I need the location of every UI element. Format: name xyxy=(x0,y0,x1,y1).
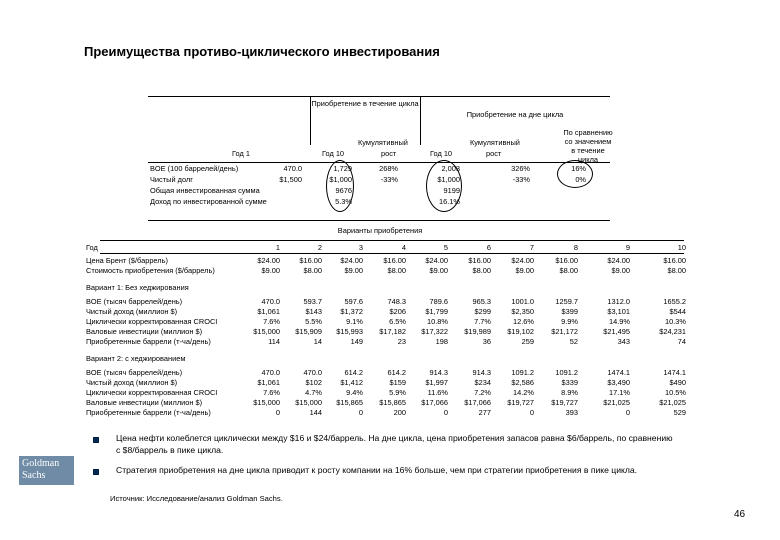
table-cell: 1259.7 xyxy=(555,297,578,306)
table-cell: $9.00 xyxy=(344,266,363,275)
table-cell: 1655.2 xyxy=(663,297,686,306)
table-cell: 597.6 xyxy=(344,297,363,306)
table-cell: $16.00 xyxy=(663,256,686,265)
table-cell: 10.5% xyxy=(665,388,686,397)
header-cumulative-1: Кумулятивный xyxy=(358,138,408,147)
page-number: 46 xyxy=(734,509,746,520)
table-cell: $19,989 xyxy=(464,327,491,336)
top-table-header-rule xyxy=(148,162,610,163)
table-cell: 914.3 xyxy=(472,368,491,377)
goldman-sachs-logo xyxy=(19,456,74,485)
table-cell: $1,997 xyxy=(425,378,448,387)
table-cell: $17,182 xyxy=(379,327,406,336)
table-cell: $8.00 xyxy=(472,266,491,275)
table-cell: 7.2% xyxy=(474,388,491,397)
table-cell: 7.6% xyxy=(263,388,280,397)
table-cell: $1,799 xyxy=(425,307,448,316)
header-acq-during: Приобретение в течение цикла xyxy=(311,99,419,108)
table-cell: $1,061 xyxy=(257,378,280,387)
highlight-oval-year10-a xyxy=(326,160,354,212)
table-cell: 9.4% xyxy=(346,388,363,397)
highlight-oval-year10-b xyxy=(426,160,462,212)
logo-text-line1: Goldman xyxy=(22,458,60,469)
table-cell: $24.00 xyxy=(257,256,280,265)
table-cell: $102 xyxy=(305,378,322,387)
table-cell: 965.3 xyxy=(472,297,491,306)
table-cell: 74 xyxy=(677,337,686,346)
cell-year10a: 9676 xyxy=(335,186,352,195)
table-cell: $15,993 xyxy=(336,327,363,336)
highlight-oval-compare xyxy=(557,160,593,188)
table-cell: $143 xyxy=(305,307,322,316)
row-label: Общая инвестированная сумма xyxy=(150,186,260,195)
table-cell: 3 xyxy=(358,243,363,252)
table-cell: 2 xyxy=(317,243,322,252)
row-label: BOE (тысяч баррелей/день) xyxy=(86,297,183,306)
table-cell: $544 xyxy=(669,307,686,316)
table-cell: $9.00 xyxy=(429,266,448,275)
row-label: Приобретенные баррели (т-ча/день) xyxy=(86,408,211,417)
table-cell: 8 xyxy=(573,243,578,252)
table-cell: 593.7 xyxy=(303,297,322,306)
table-cell: 10.8% xyxy=(427,317,448,326)
top-table-rule xyxy=(148,96,610,97)
table-cell: 200 xyxy=(393,408,406,417)
table-cell: 7.7% xyxy=(474,317,491,326)
row-label: Циклически корректированная CROCI xyxy=(86,317,218,326)
table-cell: $1,412 xyxy=(340,378,363,387)
table-cell: $17,066 xyxy=(421,398,448,407)
table-cell: 10.3% xyxy=(665,317,686,326)
table-cell: 0 xyxy=(358,408,363,417)
table-cell: 393 xyxy=(565,408,578,417)
variant-2-title: Вариант 2: с хеджированием xyxy=(86,354,186,363)
cell-growth-a: 268% xyxy=(379,164,398,173)
table-cell: 17.1% xyxy=(609,388,630,397)
table-cell: $8.00 xyxy=(559,266,578,275)
table-cell: 343 xyxy=(617,337,630,346)
table-cell: $1,061 xyxy=(257,307,280,316)
table-cell: 0 xyxy=(275,408,280,417)
table-cell: $8.00 xyxy=(387,266,406,275)
table-cell: 914.3 xyxy=(429,368,448,377)
table-cell: $9.00 xyxy=(515,266,534,275)
variants-header-rule xyxy=(100,253,684,254)
table-cell: 0 xyxy=(443,408,448,417)
table-cell: $15,000 xyxy=(295,398,322,407)
logo-text-line2: Sachs xyxy=(22,470,46,481)
table-cell: 470.0 xyxy=(261,297,280,306)
table-cell: 1091.2 xyxy=(511,368,534,377)
row-label: Чистый доход (миллион $) xyxy=(86,307,178,316)
table-cell: $15,865 xyxy=(336,398,363,407)
bullet-marker xyxy=(93,437,99,443)
table-cell: 470.0 xyxy=(261,368,280,377)
table-cell: 614.2 xyxy=(387,368,406,377)
table-cell: $16.00 xyxy=(299,256,322,265)
table-cell: 0 xyxy=(625,408,630,417)
variants-title: Варианты приобретения xyxy=(337,226,423,235)
table-cell: 23 xyxy=(397,337,406,346)
table-cell: 36 xyxy=(482,337,491,346)
cell-year10a: $1,000 xyxy=(329,175,352,184)
table-cell: $15,000 xyxy=(253,398,280,407)
table-cell: 52 xyxy=(569,337,578,346)
table-cell: $21,025 xyxy=(659,398,686,407)
row-label: Доход по инвестированной сумме xyxy=(150,197,267,206)
table-cell: $19,727 xyxy=(551,398,578,407)
row-label: BOE (100 баррелей/день) xyxy=(150,164,239,173)
table-cell: 4 xyxy=(401,243,406,252)
table-cell: $15,000 xyxy=(253,327,280,336)
row-label: Валовые инвестиции (миллион $) xyxy=(86,327,203,336)
table-cell: 5.9% xyxy=(389,388,406,397)
row-label: Цена Брент ($/баррель) xyxy=(86,256,168,265)
table-cell: $8.00 xyxy=(303,266,322,275)
table-cell: $19,102 xyxy=(507,327,534,336)
table-cell: 748.3 xyxy=(387,297,406,306)
table-cell: 4.7% xyxy=(305,388,322,397)
row-label: Валовые инвестиции (миллион $) xyxy=(86,398,203,407)
cell-growth-b: 326% xyxy=(511,164,530,173)
table-cell: 7.6% xyxy=(263,317,280,326)
source-note: Источник: Исследование/анализ Goldman Sachs. xyxy=(110,494,283,503)
header-compare: По сравнению со значением в течение цикла xyxy=(563,128,613,164)
variants-top-rule xyxy=(100,240,684,241)
table-cell: $299 xyxy=(474,307,491,316)
row-label: Чистый доход (миллион $) xyxy=(86,378,178,387)
table-cell: 11.6% xyxy=(427,388,448,397)
table-cell: $15,865 xyxy=(379,398,406,407)
table-cell: 1001.0 xyxy=(511,297,534,306)
table-cell: $24.00 xyxy=(340,256,363,265)
bullet-text: Цена нефти колеблется циклически между $16 и $24/баррель. На дне цикла, цена приобретения запасов равна $6/баррель, по сравнению с $8/баррель в пике цикла. xyxy=(116,433,673,455)
table-cell: $9.00 xyxy=(261,266,280,275)
row-label: Приобретенные баррели (т-ча/день) xyxy=(86,337,211,346)
cell-year1: 470.0 xyxy=(283,164,302,173)
table-cell: $159 xyxy=(389,378,406,387)
table-cell: $24.00 xyxy=(607,256,630,265)
row-label: BOE (тысяч баррелей/день) xyxy=(86,368,183,377)
table-cell: 10 xyxy=(677,243,686,252)
table-cell: 277 xyxy=(478,408,491,417)
table-cell: $21,172 xyxy=(551,327,578,336)
cell-year1: $1,500 xyxy=(279,175,302,184)
col-growth-b: рост xyxy=(486,149,502,158)
table-cell: 14.2% xyxy=(513,388,534,397)
table-cell: 1474.1 xyxy=(607,368,630,377)
table-cell: $399 xyxy=(561,307,578,316)
table-cell: 1474.1 xyxy=(663,368,686,377)
variant-1-title: Вариант 1: Без хеджирования xyxy=(86,283,189,292)
bullet-text: Стратегия приобретения на дне цикла приводит к росту компании на 16% больше, чем при стратегии приобретения в пике цикла. xyxy=(116,465,638,475)
table-cell: 529 xyxy=(673,408,686,417)
table-cell: $3,101 xyxy=(607,307,630,316)
row-label: Чистый долг xyxy=(150,175,193,184)
table-cell: $1,372 xyxy=(340,307,363,316)
page-title: Преимущества противо-циклического инвестирования xyxy=(84,44,440,59)
table-cell: $15,909 xyxy=(295,327,322,336)
cell-compare: 0% xyxy=(575,175,586,184)
table-cell: $24,231 xyxy=(659,327,686,336)
table-cell: 198 xyxy=(435,337,448,346)
col-year10-b: Год 10 xyxy=(430,149,453,158)
table-cell: $16.00 xyxy=(468,256,491,265)
cell-year10b: 16.1% xyxy=(439,197,460,206)
table-cell: $3,490 xyxy=(607,378,630,387)
top-table-divider xyxy=(420,97,421,145)
table-cell: 5 xyxy=(443,243,448,252)
col-year1: Год 1 xyxy=(232,149,250,158)
table-cell: 789.6 xyxy=(429,297,448,306)
table-cell: 1091.2 xyxy=(555,368,578,377)
top-table-bottom-rule xyxy=(148,220,610,221)
table-cell: 0 xyxy=(529,408,534,417)
table-cell: 9.1% xyxy=(346,317,363,326)
table-cell: 470.0 xyxy=(303,368,322,377)
table-cell: 149 xyxy=(350,337,363,346)
table-cell: 7 xyxy=(529,243,534,252)
table-cell: 14.9% xyxy=(609,317,630,326)
table-cell: 6 xyxy=(486,243,491,252)
row-label: Циклически корректированная CROCI xyxy=(86,388,218,397)
table-cell: $17,066 xyxy=(464,398,491,407)
table-cell: 259 xyxy=(521,337,534,346)
cell-year10a: 1,729 xyxy=(333,164,352,173)
table-cell: $21,495 xyxy=(603,327,630,336)
bullet-marker xyxy=(93,469,99,475)
table-cell: 8.9% xyxy=(561,388,578,397)
table-cell: 114 xyxy=(268,337,280,346)
table-cell: $17,322 xyxy=(421,327,448,336)
table-cell: $206 xyxy=(389,307,406,316)
table-cell: 6.5% xyxy=(389,317,406,326)
table-cell: 9.9% xyxy=(561,317,578,326)
cell-year10b: 2,003 xyxy=(441,164,460,173)
table-cell: $24.00 xyxy=(511,256,534,265)
cell-compare: 16% xyxy=(571,164,586,173)
table-cell: 144 xyxy=(309,408,322,417)
cell-year10a: 5.3% xyxy=(335,197,352,206)
table-cell: $16.00 xyxy=(555,256,578,265)
table-cell: 5.5% xyxy=(305,317,322,326)
table-cell: 14 xyxy=(313,337,322,346)
table-cell: $339 xyxy=(561,378,578,387)
table-cell: $2,350 xyxy=(511,307,534,316)
table-cell: 9 xyxy=(625,243,630,252)
header-cumulative-2: Кумулятивный xyxy=(470,138,520,147)
col-year10-a: Год 10 xyxy=(322,149,345,158)
table-cell: 12.6% xyxy=(513,317,534,326)
table-cell: $234 xyxy=(474,378,491,387)
table-cell: $16.00 xyxy=(383,256,406,265)
cell-year10b: 9199 xyxy=(443,186,460,195)
table-cell: $24.00 xyxy=(425,256,448,265)
cell-growth-a: -33% xyxy=(380,175,398,184)
table-cell: $8.00 xyxy=(667,266,686,275)
cell-year10b: $1,000 xyxy=(437,175,460,184)
table-cell: 1312.0 xyxy=(607,297,630,306)
header-acq-bottom: Приобретение на дне цикла xyxy=(466,110,564,119)
table-cell: $19,727 xyxy=(507,398,534,407)
table-cell: $21,025 xyxy=(603,398,630,407)
table-cell: $490 xyxy=(669,378,686,387)
table-cell: $9.00 xyxy=(611,266,630,275)
table-cell: 1 xyxy=(275,243,280,252)
table-cell: $2,586 xyxy=(511,378,534,387)
cell-growth-b: -33% xyxy=(512,175,530,184)
table-cell: 614.2 xyxy=(344,368,363,377)
row-label: Стоимость приобретения ($/баррель) xyxy=(86,266,215,275)
row-label: Год xyxy=(86,243,98,252)
col-growth-a: рост xyxy=(381,149,397,158)
